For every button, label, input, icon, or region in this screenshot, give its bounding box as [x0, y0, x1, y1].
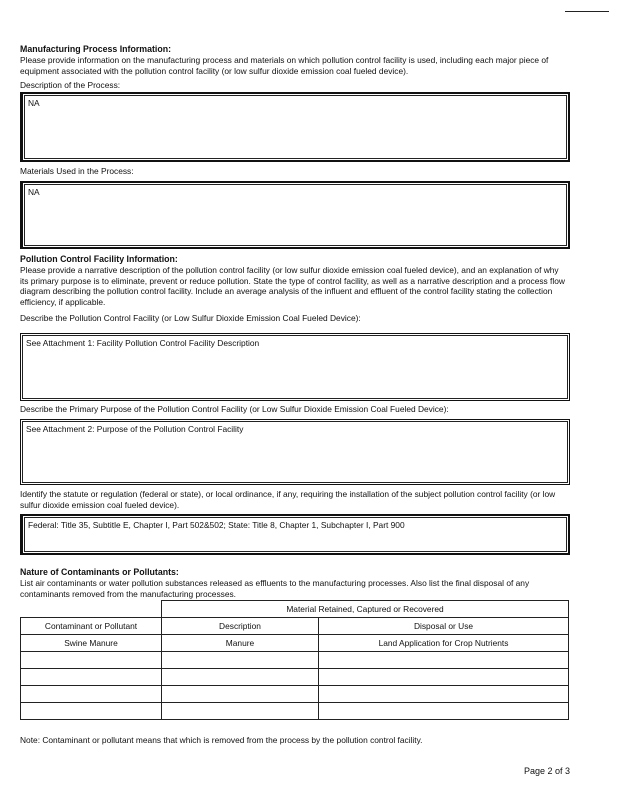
contaminants-table	[20, 600, 569, 720]
cell-description[interactable]: Manure	[162, 635, 319, 652]
cell-disposal[interactable]: Land Application for Crop Nutrients	[319, 635, 569, 652]
contaminants-text: List air contaminants or water pollution substances released as effluents to the manufacturing processes. Also list the final disposal of any contaminants removed from the manufacturing processes.	[20, 578, 530, 599]
col-header-contaminant: Contaminant or Pollutant	[21, 618, 162, 635]
purpose-label: Describe the Primary Purpose of the Pollution Control Facility (or Low Sulfur Dioxide Emission Coal Fueled Device):	[20, 404, 449, 414]
description-value: NA	[28, 98, 40, 108]
description-field[interactable]	[20, 92, 570, 162]
manufacturing-heading: Manufacturing Process Information:	[20, 44, 172, 54]
col-header-description: Description	[162, 618, 319, 635]
purpose-field[interactable]	[20, 419, 570, 485]
table-header-row	[21, 618, 569, 635]
page-number: Page 2 of 3	[523, 766, 570, 776]
table-header-empty	[21, 601, 162, 618]
pollution-control-heading: Pollution Control Facility Information:	[20, 254, 178, 264]
cell-description[interactable]	[162, 652, 319, 669]
cell-disposal[interactable]	[319, 652, 569, 669]
purpose-value: See Attachment 2: Purpose of the Pollution Control Facility	[26, 424, 244, 434]
table-row	[21, 652, 569, 669]
table-row	[21, 686, 569, 703]
table-row	[21, 635, 569, 652]
table-group-header: Material Retained, Captured or Recovered	[162, 601, 569, 618]
description-label: Description of the Process:	[20, 80, 121, 90]
describe-facility-value: See Attachment 1: Facility Pollution Control Facility Description	[26, 338, 260, 348]
table-row	[21, 703, 569, 720]
manufacturing-text: Please provide information on the manufacturing process and materials on which pollution control facility is used, including each major piece of equipment associated with the pollution control facility (or low sulfur dioxide emission coal fueled device).	[20, 55, 549, 76]
cell-contaminant[interactable]	[21, 669, 162, 686]
table-header-row-group	[21, 601, 569, 618]
cell-disposal[interactable]	[319, 686, 569, 703]
col-header-disposal: Disposal or Use	[319, 618, 569, 635]
describe-facility-label: Describe the Pollution Control Facility (or Low Sulfur Dioxide Emission Coal Fueled Device):	[20, 313, 361, 323]
contaminant-note: Note: Contaminant or pollutant means that which is removed from the process by the pollution control facility.	[20, 735, 423, 745]
materials-value: NA	[28, 187, 40, 197]
table-row	[21, 669, 569, 686]
cell-contaminant[interactable]: Swine Manure	[21, 635, 162, 652]
materials-field[interactable]	[20, 181, 570, 249]
materials-label: Materials Used in the Process:	[20, 166, 134, 176]
statute-field[interactable]	[20, 514, 570, 555]
cell-description[interactable]	[162, 669, 319, 686]
describe-facility-field[interactable]	[20, 333, 570, 401]
statute-label: Identify the statute or regulation (federal or state), or local ordinance, if any, requiring the installation of the subject pollution control facility (or low sulfur dioxide emission coal fueled device).	[20, 489, 556, 510]
cell-contaminant[interactable]	[21, 652, 162, 669]
contaminants-heading: Nature of Contaminants or Pollutants:	[20, 567, 179, 577]
cell-contaminant[interactable]	[21, 703, 162, 720]
cell-contaminant[interactable]	[21, 686, 162, 703]
cell-disposal[interactable]	[319, 703, 569, 720]
cell-description[interactable]	[162, 703, 319, 720]
pollution-control-text: Please provide a narrative description of the pollution control facility (or low sulfur dioxide emission coal fueled device), and an explanation of why its primary purpose is to eliminate, prevent or reduce pollution. State the type of control facility, as well as a narrative description and a process flow diagram describing the pollution control facility. Include an average analysis of the influent and effluent of the control facility stating the collection efficiency, if applicable.	[20, 265, 565, 307]
statute-value: Federal: Title 35, Subtitle E, Chapter I, Part 502&502; State: Title 8, Chapter 1, Subchapter I, Part 900	[28, 520, 405, 530]
cell-disposal[interactable]	[319, 669, 569, 686]
cell-description[interactable]	[162, 686, 319, 703]
corner-rule	[565, 11, 609, 12]
